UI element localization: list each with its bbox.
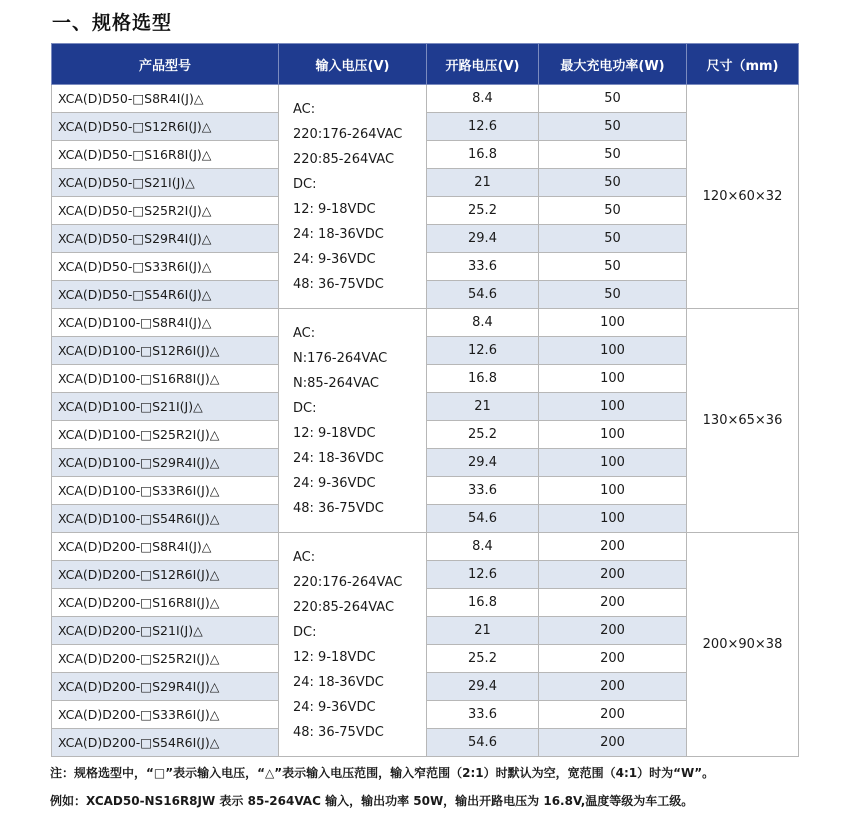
input-voltage-line: AC: (293, 326, 316, 341)
max-power-cell: 100 (539, 309, 687, 337)
model-cell: XCA(D)D200-□S12R6I(J)△ (52, 561, 279, 589)
input-voltage-cell (279, 533, 427, 757)
table-row (52, 309, 799, 337)
open-voltage-cell: 21 (427, 169, 539, 197)
table-header-row (52, 44, 799, 85)
input-voltage-line: N:85-264VAC (293, 376, 379, 391)
open-voltage-cell: 29.4 (427, 449, 539, 477)
model-cell: XCA(D)D200-□S29R4I(J)△ (52, 673, 279, 701)
open-voltage-cell: 54.6 (427, 505, 539, 533)
input-voltage-line: 24: 18-36VDC (293, 227, 384, 242)
table-row (52, 85, 799, 113)
max-power-cell: 50 (539, 197, 687, 225)
input-voltage-cell (279, 309, 427, 533)
input-voltage-line: 12: 9-18VDC (293, 426, 376, 441)
max-power-cell: 100 (539, 505, 687, 533)
open-voltage-cell: 8.4 (427, 309, 539, 337)
input-voltage-line: N:176-264VAC (293, 351, 388, 366)
open-voltage-cell: 21 (427, 617, 539, 645)
max-power-cell: 50 (539, 225, 687, 253)
page-title: 一、规格选型 (52, 12, 173, 34)
max-power-cell: 200 (539, 589, 687, 617)
max-power-cell: 200 (539, 533, 687, 561)
input-voltage-line: 24: 18-36VDC (293, 675, 384, 690)
model-cell: XCA(D)D50-□S8R4I(J)△ (52, 85, 279, 113)
table-body (52, 85, 799, 757)
open-voltage-cell: 8.4 (427, 533, 539, 561)
model-cell: XCA(D)D100-□S54R6I(J)△ (52, 505, 279, 533)
model-cell: XCA(D)D50-□S12R6I(J)△ (52, 113, 279, 141)
model-cell: XCA(D)D200-□S54R6I(J)△ (52, 729, 279, 757)
model-cell: XCA(D)D100-□S33R6I(J)△ (52, 477, 279, 505)
input-voltage-line: 220:85-264VAC (293, 600, 395, 615)
open-voltage-cell: 33.6 (427, 253, 539, 281)
header-model: 产品型号 (52, 44, 279, 85)
max-power-cell: 200 (539, 673, 687, 701)
max-power-cell: 100 (539, 449, 687, 477)
input-voltage-cell (279, 85, 427, 309)
input-voltage-line: AC: (293, 102, 316, 117)
open-voltage-cell: 16.8 (427, 589, 539, 617)
input-voltage-line: 48: 36-75VDC (293, 725, 384, 740)
input-voltage-line: DC: (293, 401, 317, 416)
open-voltage-cell: 33.6 (427, 701, 539, 729)
input-voltage-line: 220:85-264VAC (293, 152, 395, 167)
open-voltage-cell: 54.6 (427, 729, 539, 757)
model-cell: XCA(D)D100-□S8R4I(J)△ (52, 309, 279, 337)
model-cell: XCA(D)D50-□S29R4I(J)△ (52, 225, 279, 253)
header-input-voltage: 输入电压(V) (279, 44, 427, 85)
model-cell: XCA(D)D50-□S54R6I(J)△ (52, 281, 279, 309)
input-voltage-line: 48: 36-75VDC (293, 501, 384, 516)
input-voltage-line: 48: 36-75VDC (293, 277, 384, 292)
model-cell: XCA(D)D100-□S29R4I(J)△ (52, 449, 279, 477)
max-power-cell: 100 (539, 393, 687, 421)
notes (50, 759, 714, 815)
input-voltage-line: DC: (293, 625, 317, 640)
open-voltage-cell: 8.4 (427, 85, 539, 113)
open-voltage-cell: 29.4 (427, 673, 539, 701)
model-cell: XCA(D)D50-□S25R2I(J)△ (52, 197, 279, 225)
spec-table (51, 43, 799, 757)
open-voltage-cell: 25.2 (427, 421, 539, 449)
max-power-cell: 50 (539, 281, 687, 309)
open-voltage-cell: 16.8 (427, 365, 539, 393)
dimension-cell: 120×60×32 (687, 85, 799, 309)
max-power-cell: 50 (539, 253, 687, 281)
model-cell: XCA(D)D50-□S21I(J)△ (52, 169, 279, 197)
model-cell: XCA(D)D200-□S8R4I(J)△ (52, 533, 279, 561)
input-voltage-line: 12: 9-18VDC (293, 202, 376, 217)
input-voltage-line: 24: 9-36VDC (293, 252, 376, 267)
input-voltage-line: 220:176-264VAC (293, 575, 403, 590)
max-power-cell: 200 (539, 701, 687, 729)
model-cell: XCA(D)D50-□S33R6I(J)△ (52, 253, 279, 281)
max-power-cell: 50 (539, 85, 687, 113)
input-voltage-line: DC: (293, 177, 317, 192)
input-voltage-line: AC: (293, 550, 316, 565)
dimension-cell: 130×65×36 (687, 309, 799, 533)
open-voltage-cell: 12.6 (427, 113, 539, 141)
input-voltage-line: 12: 9-18VDC (293, 650, 376, 665)
max-power-cell: 200 (539, 729, 687, 757)
model-cell: XCA(D)D100-□S16R8I(J)△ (52, 365, 279, 393)
input-voltage-line: 220:176-264VAC (293, 127, 403, 142)
header-dimension: 尺寸（mm) (687, 44, 799, 85)
note-line: 注：规格选型中，“□”表示输入电压，“△”表示输入电压范围，输入窄范围（2:1）时默认为空，宽范围（4:1）时为“W”。 (50, 766, 715, 780)
open-voltage-cell: 16.8 (427, 141, 539, 169)
model-cell: XCA(D)D200-□S21I(J)△ (52, 617, 279, 645)
model-cell: XCA(D)D200-□S33R6I(J)△ (52, 701, 279, 729)
open-voltage-cell: 25.2 (427, 645, 539, 673)
open-voltage-cell: 33.6 (427, 477, 539, 505)
open-voltage-cell: 54.6 (427, 281, 539, 309)
model-cell: XCA(D)D200-□S16R8I(J)△ (52, 589, 279, 617)
header-max-power: 最大充电功率(W) (539, 44, 687, 85)
open-voltage-cell: 21 (427, 393, 539, 421)
open-voltage-cell: 25.2 (427, 197, 539, 225)
max-power-cell: 50 (539, 113, 687, 141)
model-cell: XCA(D)D100-□S12R6I(J)△ (52, 337, 279, 365)
max-power-cell: 50 (539, 141, 687, 169)
max-power-cell: 100 (539, 337, 687, 365)
max-power-cell: 100 (539, 365, 687, 393)
max-power-cell: 100 (539, 421, 687, 449)
model-cell: XCA(D)D200-□S25R2I(J)△ (52, 645, 279, 673)
note-example: 例如：XCAD50-NS16R8JW 表示 85-264VAC 输入，输出功率 50W，输出开路电压为 16.8V,温度等级为车工级。 (50, 794, 694, 808)
max-power-cell: 50 (539, 169, 687, 197)
max-power-cell: 200 (539, 645, 687, 673)
model-cell: XCA(D)D50-□S16R8I(J)△ (52, 141, 279, 169)
max-power-cell: 200 (539, 617, 687, 645)
open-voltage-cell: 12.6 (427, 561, 539, 589)
model-cell: XCA(D)D100-□S25R2I(J)△ (52, 421, 279, 449)
open-voltage-cell: 29.4 (427, 225, 539, 253)
table-row (52, 533, 799, 561)
input-voltage-line: 24: 9-36VDC (293, 700, 376, 715)
open-voltage-cell: 12.6 (427, 337, 539, 365)
header-open-voltage: 开路电压(V) (427, 44, 539, 85)
model-cell: XCA(D)D100-□S21I(J)△ (52, 393, 279, 421)
max-power-cell: 200 (539, 561, 687, 589)
input-voltage-line: 24: 9-36VDC (293, 476, 376, 491)
dimension-cell: 200×90×38 (687, 533, 799, 757)
input-voltage-line: 24: 18-36VDC (293, 451, 384, 466)
max-power-cell: 100 (539, 477, 687, 505)
